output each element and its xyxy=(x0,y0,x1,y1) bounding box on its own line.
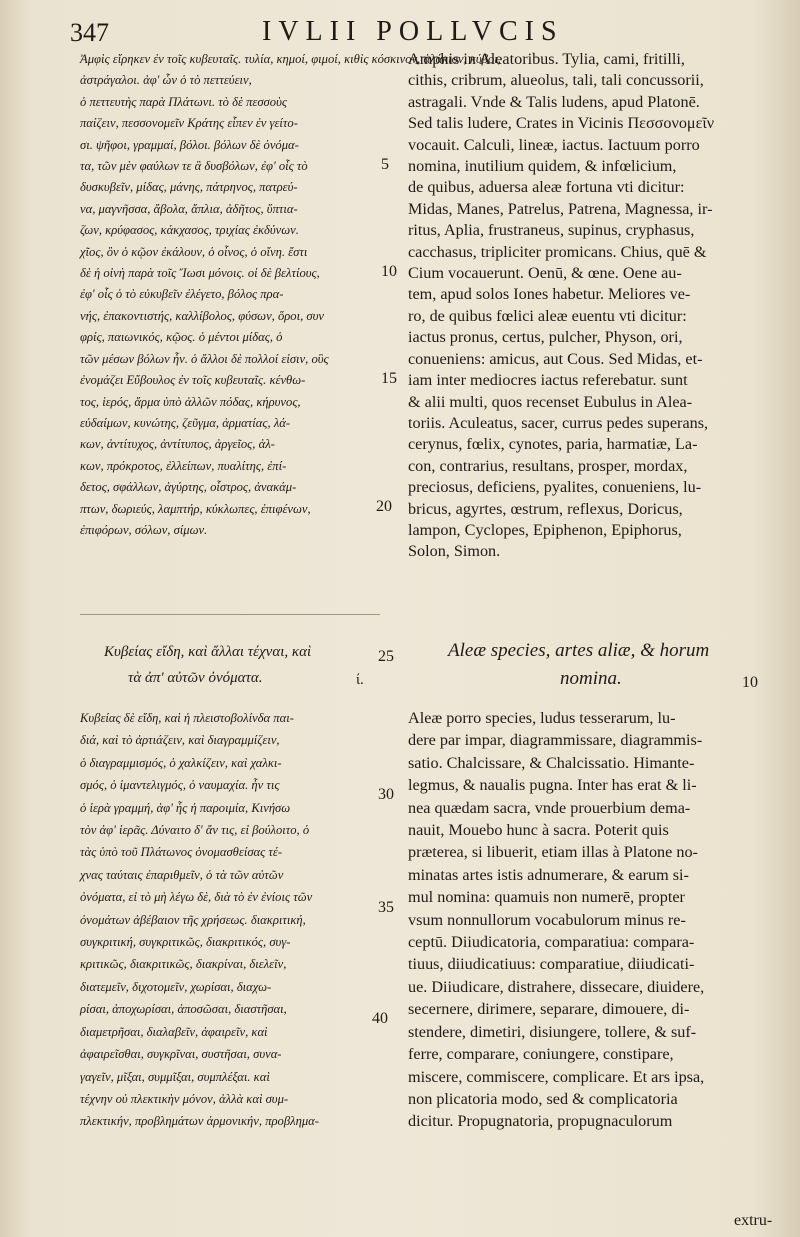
text-line: legmus, & naualis pugna. Inter has erat & li- xyxy=(408,776,697,795)
text-line: δὲ ἡ οἰνὴ παρὰ τοῖς Ἴωσι μόνοις. οἱ δὲ βελτίους, xyxy=(80,266,320,281)
text-line: dicitur. Propugnatoria, propugnaculorum xyxy=(408,1112,673,1131)
text-line: ἐπιφόρων, σόλων, σίμων. xyxy=(80,522,208,537)
text-line: iam inter mediocres iactus referebatur. sunt xyxy=(408,371,688,390)
text-line: miscere, commiscere, complicare. Et ars ipsa, xyxy=(408,1067,705,1086)
text-line: bricus, agyrtes, œstrum, reflexus, Doricus, xyxy=(408,499,683,518)
text-line: ζων, κρύφασος, κάκχασος, τριχίας ἐκδύνων. xyxy=(80,223,299,238)
text-line: nea quædam sacra, vnde prouerbium dema- xyxy=(408,798,691,817)
text-line: διαμετρῆσαι, διαλαβεῖν, ἀφαιρεῖν, καὶ xyxy=(80,1024,268,1039)
text-line: satio. Chalcissare, & Chalcissatio. Himante- xyxy=(408,753,695,772)
text-line: τὰς ὑπὸ τοῦ Πλάτωνος ὀνομασθείσας τέ- xyxy=(80,845,283,860)
text-line: ἀφαιρεῖσθαι, συγκρῖναι, συστῆσαι, συνα- xyxy=(80,1047,282,1062)
text-line: cithis, cribrum, alueolus, tali, tali concussorii, xyxy=(408,71,704,90)
line-number-40: 40 xyxy=(372,1010,388,1027)
line-number-20: 20 xyxy=(376,498,392,515)
text-line: τῶν μέσων βόλων ἦν. ὁ ἄλλοι δὲ πολλοί εἰσιν, οὓς xyxy=(80,351,329,366)
text-line: σι. ψῆφοι, γραμμαί, βόλοι. βόλων δὲ ὀνόμα- xyxy=(80,137,299,152)
text-line: Ἀμφὶς εἴρηκεν ἐν τοῖς κυβευταῖς. τυλία, κημοί, φιμοί, κιθὶς κόσκινον, ἀλάκιον, κύβοι, xyxy=(80,52,501,66)
text-line: να, μαγνῆσσα, ἄβολα, ἄπλια, ἀδῆτος, ὕπτια- xyxy=(80,201,298,216)
text-line: ceptū. Diiudicatoria, comparatiua: compara- xyxy=(408,933,695,952)
text-line: ὁ πεττευτὴς παρὰ Πλάτωνι. τὸ δὲ πεσσοὺς xyxy=(80,94,287,109)
text-line: Κυβείας δὲ εἴδη, καὶ ἡ πλειστοβολίνδα παι- xyxy=(80,711,294,725)
text-line: ue. Diiudicare, distrahere, dissecare, diuidere, xyxy=(408,977,705,996)
text-line: ἐφ' οἷς ὁ τὸ εὐκυβεῖν ἐλέγετο, βόλος πρα- xyxy=(80,287,284,302)
text-line: toriis. Aculeatus, sacer, currus pedes superans, xyxy=(408,413,709,432)
text-line: παίζειν, πεσσονομεῖν Κράτης εἶπεν ἐν γείτο- xyxy=(80,116,298,131)
text-line: tiuus, diiudicatiuus: comparatiue, diiudicati- xyxy=(408,955,695,974)
text-line: Cium vocauerunt. Oenū, & œne. Oene au- xyxy=(408,264,682,283)
text-line: tem, apud solos Iones habetur. Meliores ve- xyxy=(408,285,691,304)
text-line: φρίς, παιωνικός, κῷος. ὁ μέντοι μίδας, ὁ xyxy=(80,330,283,345)
text-line: διατεμεῖν, διχοτομεῖν, χωρίσαι, διαχω- xyxy=(80,979,272,994)
latin-text-bottom xyxy=(408,707,772,1133)
text-line: ἀστράγαλοι. ἀφ' ὧν ὁ τὸ πεττεύειν, xyxy=(80,73,252,88)
text-line: ρίσαι, ἀποχωρίσαι, ἀποσῶσαι, διαστῆσαι, xyxy=(80,1002,287,1017)
greek-section-heading-cont: τὰ ἀπ' αὐτῶν ὀνόματα. xyxy=(128,670,263,686)
text-line: nauit, Mouebo hunc à sacra. Poterit quis xyxy=(408,821,669,840)
greek-section-number: ί. xyxy=(356,672,364,688)
latin-section-heading: Aleæ species, artes aliæ, & horum xyxy=(448,640,710,661)
text-line: χνας ταύταις ἐπαριθμεῖν, ὁ τὰ τῶν αὐτῶν xyxy=(80,867,284,882)
section-divider xyxy=(80,614,380,615)
text-line: δετος, σφάλλων, ἀγύρτης, οἶστρος, ἀνακάμ- xyxy=(80,480,297,495)
text-line: preciosus, deficiens, pyalites, conueniens, lu- xyxy=(408,478,702,497)
line-number-35: 35 xyxy=(378,899,394,916)
text-line: ritus, Aplia, frustraneus, supinus, cryphasus, xyxy=(408,221,695,240)
page-header xyxy=(70,14,780,50)
line-number-25: 25 xyxy=(378,648,394,665)
text-line: con, contrarius, resultans, prosper, mordax, xyxy=(408,456,688,475)
line-number-15: 15 xyxy=(381,370,397,387)
text-line: præterea, si libuerit, etiam illas à Platone no- xyxy=(408,843,698,862)
text-line: cacchasus, tripliciter promicans. Chius, quē & xyxy=(408,242,707,261)
text-line: κων, ἀντίτυχος, ἀντίτυπος, ἀργεῖος, ἀλ- xyxy=(80,437,275,452)
text-line: dere par impar, diagrammissare, diagrammis- xyxy=(408,731,703,750)
text-line: σμός, ὁ ἱμαντελιγμός, ὁ ναυμαχία. ἦν τις xyxy=(80,778,280,793)
text-line: ὁ ἱερὰ γραμμή, ἀφ' ἧς ἡ παροιμία, Κινήσω xyxy=(80,800,291,815)
text-line: τέχνην οὐ πλεκτικὴν μόνον, ἀλλὰ καὶ συμ- xyxy=(80,1091,289,1106)
text-line: non plicatoria modo, sed & complicatoria xyxy=(408,1089,678,1108)
text-line: γαγεῖν, μῖξαι, συμμῖξαι, συμπλέξαι. καὶ xyxy=(80,1069,270,1084)
text-line: ro, de quibus fœlici aleæ euentu vti dicitur: xyxy=(408,306,687,325)
latin-text-top xyxy=(408,49,772,563)
text-line: cerynus, fœlix, cynotes, paria, harmatiæ, La- xyxy=(408,435,698,454)
text-line: ὀνόματα, εἰ τὸ μὴ λέγω δὲ, διὰ τὸ ἐν ἐνίοις τῶν xyxy=(80,890,313,905)
text-line: κων, πρόκροτος, ἐλλείπων, πυαλίτης, ἐπί- xyxy=(80,458,287,473)
line-number-10: 10 xyxy=(381,263,397,280)
text-line: εὐδαίμων, κυνώτης, ζεῦγμα, ἁρματίας, λά- xyxy=(80,415,291,430)
text-line: ferre, comparare, coniungere, constipare, xyxy=(408,1045,674,1064)
text-line: minatas artes istis adnumerare, & earum si- xyxy=(408,865,689,884)
text-line: πτων, δωριεύς, λαμπτήρ, κύκλωπες, ἐπιφένων, xyxy=(80,501,311,516)
greek-text-bottom xyxy=(80,707,380,1133)
text-line: & alii multi, quos recenset Eubulus in Alea- xyxy=(408,392,693,411)
text-line: διά, καὶ τὸ ἀρτιάζειν, καὶ διαγραμμίζειν, xyxy=(80,733,280,748)
text-line: conueniens: amicus, aut Cous. Sed Midas, et- xyxy=(408,349,703,368)
text-line: iactus pronus, certus, pulcher, Physon, ori, xyxy=(408,328,683,347)
text-line: Midas, Manes, Patrelus, Patrena, Magnessa, ir- xyxy=(408,199,713,218)
text-line: τὸν ἀφ' ἱερᾶς. Δύναιτο δ' ἄν τις, εἰ βούλοιτο, ὁ xyxy=(80,823,310,838)
text-line: τος, ἱερός, ἅρμα ὑπὸ ἀλλῶν πόδας, κήρυνος, xyxy=(80,394,301,409)
text-line: τα, τῶν μὲν φαύλων τε ἃ δυσβόλων, ἐφ' οἷς τὸ xyxy=(80,159,308,174)
catchword: extru- xyxy=(734,1212,773,1229)
text-line: astragali. Vnde & Talis ludens, apud Platonē. xyxy=(408,92,700,111)
text-line: Amphis in Aleatoribus. Tylia, cami, fritilli, xyxy=(408,50,685,68)
running-title: IVLII POLLVCIS xyxy=(262,16,564,47)
text-line: secernere, dirimere, separare, dimouere, di- xyxy=(408,1000,690,1019)
text-line: Solon, Simon. xyxy=(408,542,501,561)
line-number-30: 30 xyxy=(378,786,394,803)
text-line: mul nomina: quamuis non numerē, propter xyxy=(408,888,685,907)
text-line: ὀνομάτων ἀβέβαιον τῆς χρήσεως. διακριτική, xyxy=(80,912,306,927)
text-line: δυσκυβεῖν, μίδας, μάνης, πάτρηνος, πατρεύ- xyxy=(80,180,298,195)
greek-section-heading: Κυβείας εἴδη, καὶ ἄλλαι τέχναι, καὶ xyxy=(104,644,312,660)
text-line: nomina, inutilium quidem, & infœlicium, xyxy=(408,157,677,176)
text-line: Aleæ porro species, ludus tesserarum, lu- xyxy=(408,709,676,727)
text-line: χῖος, ὃν ὁ κῷον ἐκάλουν, ὁ οἶνος, ὁ οἴνη. ἔστι xyxy=(80,244,308,259)
text-line: νής, ἐπακοντιστής, καλλίβολος, φύσων, ὅροι, συν xyxy=(80,308,324,323)
line-number-5: 5 xyxy=(381,156,389,173)
text-line: ἐνομάζει Εὔβουλος ἐν τοῖς κυβευταῖς. κένθω- xyxy=(80,373,306,388)
text-line: vsum nonnullorum vocabulorum minus re- xyxy=(408,910,686,929)
text-line: πλεκτικήν, προβλημάτων ἁρμονικήν, προβλημα- xyxy=(80,1114,319,1129)
text-line: stendere, dimetiri, disiungere, tollere, & suf- xyxy=(408,1022,697,1041)
latin-section-heading-cont: nomina. xyxy=(560,668,622,689)
page-number: 347 xyxy=(70,18,109,47)
text-line: κριτικῶς, διακριτικῶς, διακρίναι, διελεῖν, xyxy=(80,957,287,972)
text-line: Sed talis ludere, Crates in Vicinis Πεσσονομεῖν xyxy=(408,114,715,133)
text-line: ὁ διαγραμμισμός, ὁ χαλκίζειν, καὶ χαλκι- xyxy=(80,755,282,770)
text-line: vocauit. Calculi, lineæ, iactus. Iactuum porro xyxy=(408,135,700,154)
text-line: de quibus, aduersa aleæ fortuna vti dicitur: xyxy=(408,178,685,197)
text-line: συγκριτική, συγκριτικῶς, διακριτικός, συγ- xyxy=(80,935,291,950)
latin-section-number: 10 xyxy=(742,674,758,691)
text-line: lampon, Cyclopes, Epiphenon, Epiphorus, xyxy=(408,520,682,539)
